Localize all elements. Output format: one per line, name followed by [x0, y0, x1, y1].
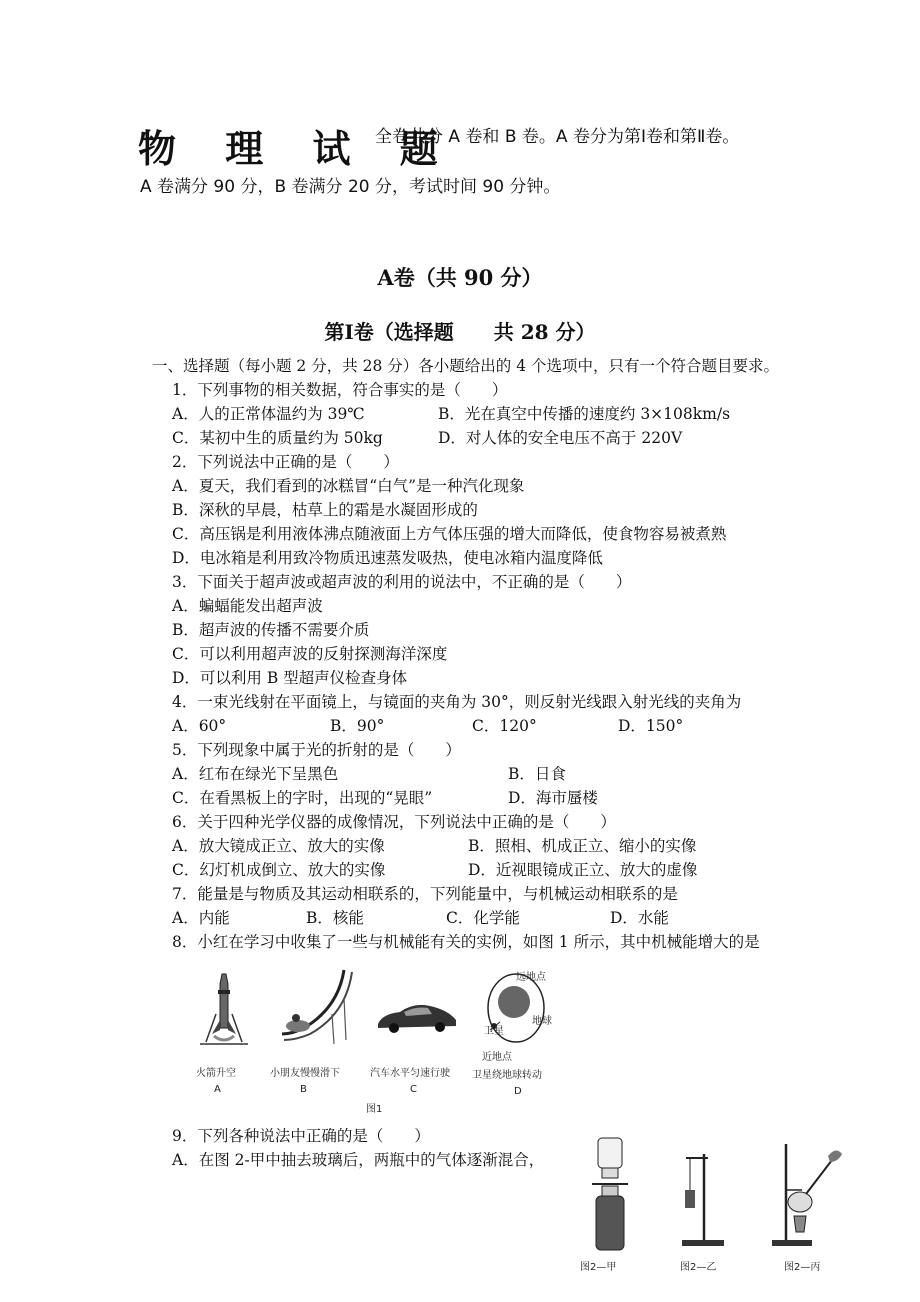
- fig1-label-a: 火箭升空: [196, 1068, 236, 1079]
- q4-option-b: B．90°: [330, 717, 385, 735]
- q9-option-a: A．在图 2-甲中抽去玻璃后，两瓶中的气体逐渐混合，: [172, 1151, 545, 1169]
- heating-apparatus-image: [766, 1132, 850, 1252]
- q1-option-a: A．人的正常体温约为 39℃: [172, 405, 365, 423]
- q4-stem: 4．一束光线射在平面镜上，与镜面的夹角为 30°，则反射光线跟入射光线的夹角为: [172, 693, 742, 711]
- part-i-heading: 第Ⅰ卷（选择题 共 28 分）: [324, 320, 596, 344]
- q2-stem: 2．下列说法中正确的是（ ）: [172, 453, 399, 471]
- fig1-letter-b: B: [300, 1084, 307, 1095]
- exam-intro-line1: 全卷共分 A 卷和 B 卷。A 卷分为第Ⅰ卷和第Ⅱ卷。: [375, 127, 740, 147]
- fig1-label-d: 卫星绕地球转动: [472, 1070, 542, 1081]
- q7-stem: 7．能量是与物质及其运动相联系的，下列能量中，与机械运动相联系的是: [172, 885, 678, 903]
- fig1-label-c: 汽车水平匀速行驶: [370, 1068, 450, 1079]
- q1-option-d: D．对人体的安全电压不高于 220V: [438, 429, 683, 447]
- fig1-letter-a: A: [214, 1084, 221, 1095]
- q5-option-a: A．红布在绿光下呈黑色: [172, 765, 339, 783]
- q2-option-d: D．电冰箱是利用致冷物质迅速蒸发吸热，使电冰箱内温度降低: [172, 549, 603, 567]
- fig1-letter-c: C: [410, 1084, 417, 1095]
- fig1-letter-d: D: [514, 1086, 522, 1097]
- fig2-caption-jia: 图2—甲: [580, 1262, 617, 1273]
- fig2-caption-yi: 图2—乙: [680, 1262, 717, 1273]
- q7-option-d: D．水能: [610, 909, 669, 927]
- rocket-launch-image: [196, 970, 252, 1046]
- figure-1: [190, 968, 580, 1116]
- q7-option-b: B．核能: [306, 909, 364, 927]
- slide-image: [274, 968, 356, 1046]
- q5-option-b: B．日食: [508, 765, 566, 783]
- sat-sat-label: 卫星: [484, 1026, 504, 1037]
- fig2-caption-bing: 图2—丙: [784, 1262, 821, 1273]
- q3-stem: 3．下面关于超声波或超声波的利用的说法中，不正确的是（ ）: [172, 573, 632, 591]
- q6-option-a: A．放大镜成正立、放大的实像: [172, 837, 385, 855]
- instruction: 一、选择题（每小题 2 分，共 28 分）各小题给出的 4 个选项中，只有一个符合题目要求。: [152, 357, 780, 375]
- sat-earth-label: 地球: [532, 1016, 552, 1027]
- q5-option-c: C．在看黑板上的字时，出现的“晃眼”: [172, 789, 433, 807]
- q3-option-a: A．蝙蝠能发出超声波: [172, 597, 323, 615]
- q4-option-d: D．150°: [618, 717, 684, 735]
- fig1-label-b: 小朋友慢慢滑下: [270, 1068, 340, 1079]
- stand-weight-image: [678, 1150, 728, 1250]
- q1-stem: 1．下列事物的相关数据，符合事实的是（ ）: [172, 381, 508, 399]
- page-title: 物 理 试 题: [138, 127, 456, 171]
- fig1-caption: 图1: [366, 1104, 383, 1115]
- q1-option-b: B．光在真空中传播的速度约 3×108km/s: [438, 405, 731, 423]
- q5-stem: 5．下列现象中属于光的折射的是（ ）: [172, 741, 461, 759]
- car-image: [374, 998, 460, 1038]
- q7-option-c: C．化学能: [446, 909, 520, 927]
- sat-far-label: 远地点: [516, 972, 546, 983]
- q4-option-a: A．60°: [172, 717, 227, 735]
- q6-option-c: C．幻灯机成倒立、放大的实像: [172, 861, 386, 879]
- q2-option-a: A．夏天，我们看到的冰糕冒“白气”是一种汽化现象: [172, 477, 525, 495]
- section-a-heading: A卷（共 90 分）: [377, 265, 543, 290]
- q6-option-d: D．近视眼镜成正立、放大的虚像: [468, 861, 698, 879]
- q5-option-d: D．海市蜃楼: [508, 789, 598, 807]
- exam-intro-line2: A 卷满分 90 分，B 卷满分 20 分，考试时间 90 分钟。: [140, 177, 561, 197]
- figure-2: [570, 1128, 870, 1296]
- q2-option-b: B．深秋的早晨，枯草上的霜是水凝固形成的: [172, 501, 478, 519]
- q2-option-c: C．高压锅是利用液体沸点随液面上方气体压强的增大而降低，使食物容易被煮熟: [172, 525, 727, 543]
- q3-option-b: B．超声波的传播不需要介质: [172, 621, 370, 639]
- two-bottles-image: [584, 1134, 636, 1254]
- q8-stem: 8．小红在学习中收集了一些与机械能有关的实例，如图 1 所示，其中机械能增大的是: [172, 933, 760, 951]
- q3-option-d: D．可以利用 B 型超声仪检查身体: [172, 669, 408, 687]
- q3-option-c: C．可以利用超声波的反射探测海洋深度: [172, 645, 448, 663]
- q9-stem: 9．下列各种说法中正确的是（ ）: [172, 1127, 430, 1145]
- q7-option-a: A．内能: [172, 909, 230, 927]
- q4-option-c: C．120°: [472, 717, 537, 735]
- sat-near-label: 近地点: [482, 1052, 512, 1063]
- q6-stem: 6．关于四种光学仪器的成像情况，下列说法中正确的是（ ）: [172, 813, 616, 831]
- q1-option-c: C．某初中生的质量约为 50kg: [172, 429, 383, 447]
- q6-option-b: B．照相、机成正立、缩小的实像: [468, 837, 697, 855]
